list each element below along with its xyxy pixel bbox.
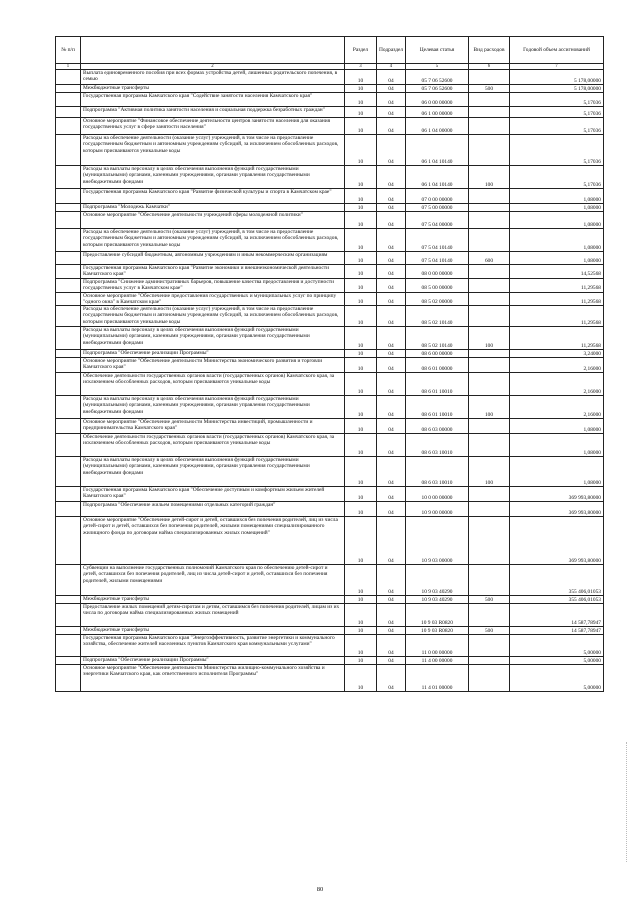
table-row [56,396,604,419]
header-section: Раздел [345,37,377,64]
row-expense-kind-cell [469,229,510,252]
row-index-cell [56,204,81,212]
table-row [56,665,604,692]
row-index-cell [56,278,81,292]
row-amount-cell: 1,08000 [510,457,604,487]
row-subsection-cell: 04 [377,135,406,166]
row-subsection-cell: 04 [377,252,406,265]
row-subsection-cell: 04 [377,665,406,692]
row-amount-cell: 5,00000 [510,635,604,657]
row-section-cell: 10 [345,107,377,118]
row-name-cell: Расходы на обеспечение деятельности (оказание услуг) учреждений, в том числе на предоставление государственным бюджетным и автономным учреждениям субсидий, за исключением обособленных расходов, которым присваиваются уникальные коды [81,229,345,252]
row-target-article-cell: 08 6 03 00000 [406,419,469,434]
row-amount-cell: 2,16000 [510,373,604,396]
row-target-article-cell: 08 6 01 00000 [406,358,469,373]
row-name-cell: Расходы на выплаты персоналу в целях обеспечения выполнения функций государственными (муниципальными) органами, казенными учреждениями, органами управления государственными внебюджетными фондами [81,396,345,419]
row-name-cell: Межбюджетные трансферты [81,627,345,635]
row-section-cell: 10 [345,396,377,419]
header-index: № п/п [56,37,81,64]
table-row [56,70,604,85]
row-subsection-cell: 04 [377,107,406,118]
row-expense-kind-cell [469,265,510,279]
row-section-cell: 10 [345,229,377,252]
table-row [56,635,604,657]
table-row [56,419,604,434]
row-index-cell [56,189,81,204]
row-subsection-cell: 04 [377,278,406,292]
row-subsection-cell: 04 [377,604,406,627]
row-subsection-cell: 04 [377,657,406,665]
column-number: 2 [81,64,345,70]
row-index-cell [56,229,81,252]
row-name-cell: Основное мероприятие "Финансовое обеспечение деятельности центров занятости населения для оказания государственных услуг в сфере занятости населения" [81,118,345,135]
row-amount-cell: 355 406,01053 [510,565,604,596]
row-name-cell: Подпрограмма "Активная политика занятости населения и социальная поддержка безработных граждан" [81,107,345,118]
row-amount-cell: 1,08000 [510,204,604,212]
row-subsection-cell: 04 [377,487,406,502]
row-expense-kind-cell [469,502,510,517]
row-expense-kind-cell [469,189,510,204]
table-header-row [56,37,604,64]
row-subsection-cell: 04 [377,212,406,229]
row-amount-cell: 11,29568 [510,292,604,306]
table-row [56,278,604,292]
row-index-cell [56,85,81,93]
table-row [56,358,604,373]
row-target-article-cell: 08 6 03 10010 [406,457,469,487]
row-section-cell: 10 [345,252,377,265]
table-body [56,70,604,692]
row-index-cell [56,135,81,166]
row-amount-cell: 1,08000 [510,419,604,434]
row-name-cell: Государственная программа Камчатского края "Энергоэффективность, развитие энергетики и коммунального хозяйства, обеспечение жителей населенных пунктов Камчатского края коммунальными услугами" [81,635,345,657]
row-index-cell [56,327,81,350]
row-subsection-cell: 04 [377,434,406,457]
row-index-cell [56,627,81,635]
row-target-article-cell: 08 0 00 00000 [406,265,469,279]
row-section-cell: 10 [345,327,377,350]
row-name-cell: Государственная программа Камчатского края "Развитие экономики и внешнеэкономической деятельности Камчатского края" [81,265,345,279]
row-amount-cell: 11,29568 [510,327,604,350]
row-name-cell: Предоставление жилых помещений детям-сиротам и детям, оставшимся без попечения родителей, лицам из их числа по договорам найма специализированных жилых помещений [81,604,345,627]
row-subsection-cell: 04 [377,93,406,107]
row-name-cell: Основное мероприятие "Обеспечение деятельности Министерства инвестиций, промышленности и предпринимательства Камчатского края" [81,419,345,434]
row-section-cell: 10 [345,70,377,85]
row-section-cell: 10 [345,657,377,665]
table-row [56,107,604,118]
row-amount-cell: 1,08000 [510,189,604,204]
page-number: 80 [316,886,324,893]
row-expense-kind-cell [469,419,510,434]
row-index-cell [56,373,81,396]
row-target-article-cell: 11 4 01 00000 [406,665,469,692]
row-target-article-cell: 05 7 06 52600 [406,70,469,85]
row-amount-cell: 1,08000 [510,212,604,229]
budget-table-sheet [55,36,603,692]
row-subsection-cell: 04 [377,265,406,279]
budget-table [55,36,604,692]
row-amount-cell: 1,08000 [510,252,604,265]
row-target-article-cell: 07 0 00 00000 [406,189,469,204]
table-row [56,212,604,229]
row-expense-kind-cell [469,517,510,565]
row-expense-kind-cell: 500 [469,85,510,93]
row-expense-kind-cell [469,657,510,665]
header-target-article: Целевая статья [406,37,469,64]
row-index-cell [56,657,81,665]
row-name-cell: Обеспечение деятельности государственных органов власти (государственных органов) Камчатского края, за исключением обособленных расходов, которым присваиваются уникальные коды [81,373,345,396]
row-index-cell [56,265,81,279]
row-amount-cell: 369 993,80000 [510,502,604,517]
table-row [56,118,604,135]
row-amount-cell: 5,17036 [510,93,604,107]
row-target-article-cell: 07 5 04 00000 [406,212,469,229]
row-amount-cell: 355 406,01053 [510,596,604,604]
row-amount-cell: 11,29568 [510,306,604,327]
row-expense-kind-cell: 100 [469,327,510,350]
row-target-article-cell: 10 9 03 R0820 [406,627,469,635]
row-amount-cell: 5 178,00000 [510,85,604,93]
row-target-article-cell: 08 6 03 10010 [406,434,469,457]
row-amount-cell: 11,29568 [510,278,604,292]
row-subsection-cell: 04 [377,419,406,434]
table-row [56,252,604,265]
row-amount-cell: 369 993,80000 [510,487,604,502]
row-expense-kind-cell [469,93,510,107]
row-index-cell [56,517,81,565]
table-row [56,627,604,635]
row-section-cell: 10 [345,118,377,135]
table-row [56,204,604,212]
row-target-article-cell: 06 1 04 00000 [406,118,469,135]
row-index-cell [56,358,81,373]
row-target-article-cell: 11 4 00 00000 [406,657,469,665]
row-expense-kind-cell: 100 [469,166,510,189]
row-subsection-cell: 04 [377,204,406,212]
table-row [56,457,604,487]
row-section-cell: 10 [345,189,377,204]
row-target-article-cell: 08 5 02 10140 [406,306,469,327]
row-index-cell [56,166,81,189]
row-expense-kind-cell [469,487,510,502]
row-subsection-cell: 04 [377,502,406,517]
column-number: 7 [510,64,604,70]
row-index-cell [56,665,81,692]
row-subsection-cell: 04 [377,565,406,596]
row-subsection-cell: 04 [377,627,406,635]
table-row [56,327,604,350]
row-expense-kind-cell: 600 [469,252,510,265]
row-section-cell: 10 [345,166,377,189]
table-row [56,517,604,565]
row-name-cell: Основное мероприятие "Обеспечение предоставления государственных и муниципальных услуг по принципу "одного окна" в Камчатском крае" [81,292,345,306]
row-section-cell: 10 [345,135,377,166]
row-expense-kind-cell [469,635,510,657]
row-target-article-cell: 06 1 04 10140 [406,166,469,189]
row-name-cell: Основное мероприятие "Обеспечение детей-сирот и детей, оставшихся без попечения родителей, лиц из числа детей-сирот и детей, оставшихся без попечения родителей, жилыми помещениями специализированного жилищного фонда по договорам найма специализированных жилых помещений" [81,517,345,565]
row-section-cell: 10 [345,306,377,327]
table-row [56,604,604,627]
table-row [56,596,604,604]
row-index-cell [56,107,81,118]
row-expense-kind-cell [469,135,510,166]
row-index-cell [56,419,81,434]
row-subsection-cell: 04 [377,292,406,306]
row-target-article-cell: 07 5 04 10140 [406,252,469,265]
row-section-cell: 10 [345,419,377,434]
row-index-cell [56,457,81,487]
row-name-cell: Подпрограмма "Обеспечение реализации Программы" [81,657,345,665]
row-subsection-cell: 04 [377,189,406,204]
row-amount-cell: 14 587,78947 [510,627,604,635]
row-name-cell: Предоставление субсидий бюджетным, автономным учреждениям и иным некоммерческим организациям [81,252,345,265]
row-section-cell: 10 [345,358,377,373]
row-amount-cell: 14,52568 [510,265,604,279]
row-amount-cell: 1,08000 [510,229,604,252]
table-row [56,565,604,596]
row-section-cell: 10 [345,434,377,457]
table-row [56,434,604,457]
row-subsection-cell: 04 [377,350,406,358]
row-amount-cell: 2,16000 [510,396,604,419]
row-subsection-cell: 04 [377,635,406,657]
row-subsection-cell: 04 [377,373,406,396]
row-index-cell [56,292,81,306]
row-target-article-cell: 10 0 00 00000 [406,487,469,502]
table-row [56,487,604,502]
row-section-cell: 10 [345,665,377,692]
row-target-article-cell: 10 9 03 00000 [406,517,469,565]
row-expense-kind-cell [469,212,510,229]
row-name-cell: Подпрограмма "Молодежь Камчатки" [81,204,345,212]
row-target-article-cell: 08 5 02 00000 [406,292,469,306]
row-section-cell: 10 [345,457,377,487]
row-amount-cell: 3,24000 [510,350,604,358]
row-index-cell [56,70,81,85]
header-subsection: Подраздел [377,37,406,64]
row-target-article-cell: 08 5 00 00000 [406,278,469,292]
row-index-cell [56,93,81,107]
row-amount-cell: 5,00000 [510,665,604,692]
row-amount-cell: 5,17036 [510,107,604,118]
row-amount-cell: 5,17036 [510,118,604,135]
row-name-cell: Государственная программа Камчатского края "Развитие физической культуры и спорта в Камчатском крае" [81,189,345,204]
row-expense-kind-cell [469,604,510,627]
row-expense-kind-cell [469,292,510,306]
row-expense-kind-cell [469,107,510,118]
row-target-article-cell: 10 9 03 40290 [406,596,469,604]
row-target-article-cell: 05 7 06 52600 [406,85,469,93]
row-target-article-cell: 06 1 00 00000 [406,107,469,118]
row-section-cell: 10 [345,502,377,517]
row-expense-kind-cell [469,350,510,358]
row-section-cell: 10 [345,635,377,657]
row-index-cell [56,252,81,265]
table-row [56,265,604,279]
table-row [56,189,604,204]
row-subsection-cell: 04 [377,517,406,565]
row-expense-kind-cell: 100 [469,396,510,419]
row-subsection-cell: 04 [377,306,406,327]
table-row [56,657,604,665]
row-amount-cell: 5,17036 [510,166,604,189]
row-name-cell: Государственная программа Камчатского края "Содействие занятости населения Камчатского края" [81,93,345,107]
row-name-cell: Государственная программа Камчатского края "Обеспечение доступным и комфортным жильем жителей Камчатского края" [81,487,345,502]
row-section-cell: 10 [345,627,377,635]
row-amount-cell: 5 178,00000 [510,70,604,85]
row-index-cell [56,118,81,135]
table-row [56,135,604,166]
row-expense-kind-cell: 500 [469,627,510,635]
row-target-article-cell: 07 5 04 10140 [406,229,469,252]
row-amount-cell: 1,08000 [510,434,604,457]
row-name-cell: Основное мероприятие "Обеспечение деятельности учреждений сферы молодежной политики" [81,212,345,229]
row-subsection-cell: 04 [377,70,406,85]
row-name-cell: Межбюджетные трансферты [81,85,345,93]
row-section-cell: 10 [345,265,377,279]
row-index-cell [56,212,81,229]
row-section-cell: 10 [345,278,377,292]
row-subsection-cell: 04 [377,358,406,373]
row-index-cell [56,350,81,358]
row-index-cell [56,306,81,327]
column-number: 1 [56,64,81,70]
row-target-article-cell: 10 9 00 00000 [406,502,469,517]
row-name-cell: Подпрограмма "Снижение административных барьеров, повышение качества предоставления и доступности государственных услуг в Камчатском крае" [81,278,345,292]
row-name-cell: Основное мероприятие "Обеспечение деятельности Министерства жилищно-коммунального хозяйства и энергетики Камчатского края, как ответственного исполнителя Программы" [81,665,345,692]
row-section-cell: 10 [345,212,377,229]
row-index-cell [56,434,81,457]
row-expense-kind-cell: 100 [469,457,510,487]
row-subsection-cell: 04 [377,166,406,189]
row-target-article-cell: 08 6 01 10010 [406,396,469,419]
row-target-article-cell: 08 6 01 10010 [406,373,469,396]
row-name-cell: Основное мероприятие "Обеспечение деятельности Министерства экономического развития и торговли Камчатского края" [81,358,345,373]
row-section-cell: 10 [345,204,377,212]
row-target-article-cell: 11 0 00 00000 [406,635,469,657]
row-index-cell [56,487,81,502]
row-expense-kind-cell: 500 [469,596,510,604]
row-expense-kind-cell [469,118,510,135]
row-name-cell: Выплата единовременного пособия при всех формах устройства детей, лишенных родительского попечения, в семью [81,70,345,85]
row-section-cell: 10 [345,350,377,358]
row-expense-kind-cell [469,434,510,457]
row-subsection-cell: 04 [377,85,406,93]
table-row [56,166,604,189]
row-target-article-cell: 06 0 00 00000 [406,93,469,107]
row-name-cell: Подпрограмма "Обеспечение жильем помещениями отдельных категорий граждан" [81,502,345,517]
row-target-article-cell: 10 9 03 40290 [406,565,469,596]
row-amount-cell: 2,16000 [510,358,604,373]
table-row [56,292,604,306]
row-section-cell: 10 [345,292,377,306]
row-index-cell [56,565,81,596]
table-row [56,306,604,327]
row-amount-cell: 5,17036 [510,135,604,166]
row-name-cell: Расходы на выплаты персоналу в целях обеспечения выполнения функций государственными (муниципальными) органами, казенными учреждениями, органами управления государственными внебюджетными фондами [81,166,345,189]
row-name-cell: Расходы на выплаты персоналу в целях обеспечения выполнения функций государственными (муниципальными) органами, казенными учреждениями, органами управления государственными внебюджетными фондами [81,457,345,487]
column-number: 4 [377,64,406,70]
row-subsection-cell: 04 [377,327,406,350]
row-target-article-cell: 08 6 00 00000 [406,350,469,358]
row-amount-cell: 5,00000 [510,657,604,665]
row-expense-kind-cell [469,306,510,327]
row-section-cell: 10 [345,93,377,107]
row-index-cell [56,604,81,627]
row-expense-kind-cell [469,70,510,85]
table-row [56,350,604,358]
row-name-cell: Межбюджетные трансферты [81,596,345,604]
row-index-cell [56,596,81,604]
row-target-article-cell: 06 1 04 10140 [406,135,469,166]
column-number: 6 [469,64,510,70]
table-row [56,373,604,396]
row-name-cell: Расходы на обеспечение деятельности (оказание услуг) учреждений, в том числе на предоставление государственным бюджетным и автономным учреждениям субсидий, за исключением обособленных расходов, которым присваиваются уникальные коды [81,135,345,166]
table-row [56,85,604,93]
row-expense-kind-cell [469,358,510,373]
column-number: 3 [345,64,377,70]
row-subsection-cell: 04 [377,396,406,419]
row-subsection-cell: 04 [377,229,406,252]
table-row [56,502,604,517]
row-name-cell: Подпрограмма "Обеспечение реализации Программы" [81,350,345,358]
row-expense-kind-cell [469,665,510,692]
row-target-article-cell: 07 5 00 00000 [406,204,469,212]
row-target-article-cell: 10 9 03 R0820 [406,604,469,627]
row-section-cell: 10 [345,487,377,502]
row-section-cell: 10 [345,596,377,604]
row-name-cell: Обеспечение деятельности государственных органов власти (государственных органов) Камчатского края, за исключением обособленных расходов, которым присваиваются уникальные коды [81,434,345,457]
scan-edge-mark [626,742,628,862]
row-section-cell: 10 [345,373,377,396]
row-section-cell: 10 [345,517,377,565]
header-expense-kind: Вид расходов [469,37,510,64]
row-amount-cell: 369 993,80000 [510,517,604,565]
row-subsection-cell: 04 [377,596,406,604]
row-target-article-cell: 08 5 02 10140 [406,327,469,350]
row-name-cell: Расходы на обеспечение деятельности (оказание услуг) учреждений, в том числе на предоставление государственным бюджетным и автономным учреждениям субсидий, за исключением обособленных расходов, которым присваиваются уникальные коды [81,306,345,327]
row-expense-kind-cell [469,278,510,292]
row-index-cell [56,635,81,657]
row-index-cell [56,502,81,517]
row-section-cell: 10 [345,85,377,93]
row-index-cell [56,396,81,419]
row-subsection-cell: 04 [377,118,406,135]
row-amount-cell: 14 587,78947 [510,604,604,627]
row-name-cell: Расходы на выплаты персоналу в целях обеспечения выполнения функций государственными (муниципальными) органами, казенными учреждениями, органами управления государственными внебюджетными фондами [81,327,345,350]
row-subsection-cell: 04 [377,457,406,487]
table-row [56,93,604,107]
row-section-cell: 10 [345,565,377,596]
column-number: 5 [406,64,469,70]
row-expense-kind-cell [469,204,510,212]
row-name-cell: Субвенции на выполнение государственных полномочий Камчатского края по обеспечению детей-сирот и детей, оставшихся без попечения родителей, лиц из числа детей-сирот и детей, оставшихся без попечения родителей, жилыми помещениями [81,565,345,596]
row-expense-kind-cell [469,373,510,396]
table-row [56,229,604,252]
row-section-cell: 10 [345,604,377,627]
header-annual-amount: Годовой объем ассигнований [510,37,604,64]
row-expense-kind-cell [469,565,510,596]
header-name [81,37,345,64]
